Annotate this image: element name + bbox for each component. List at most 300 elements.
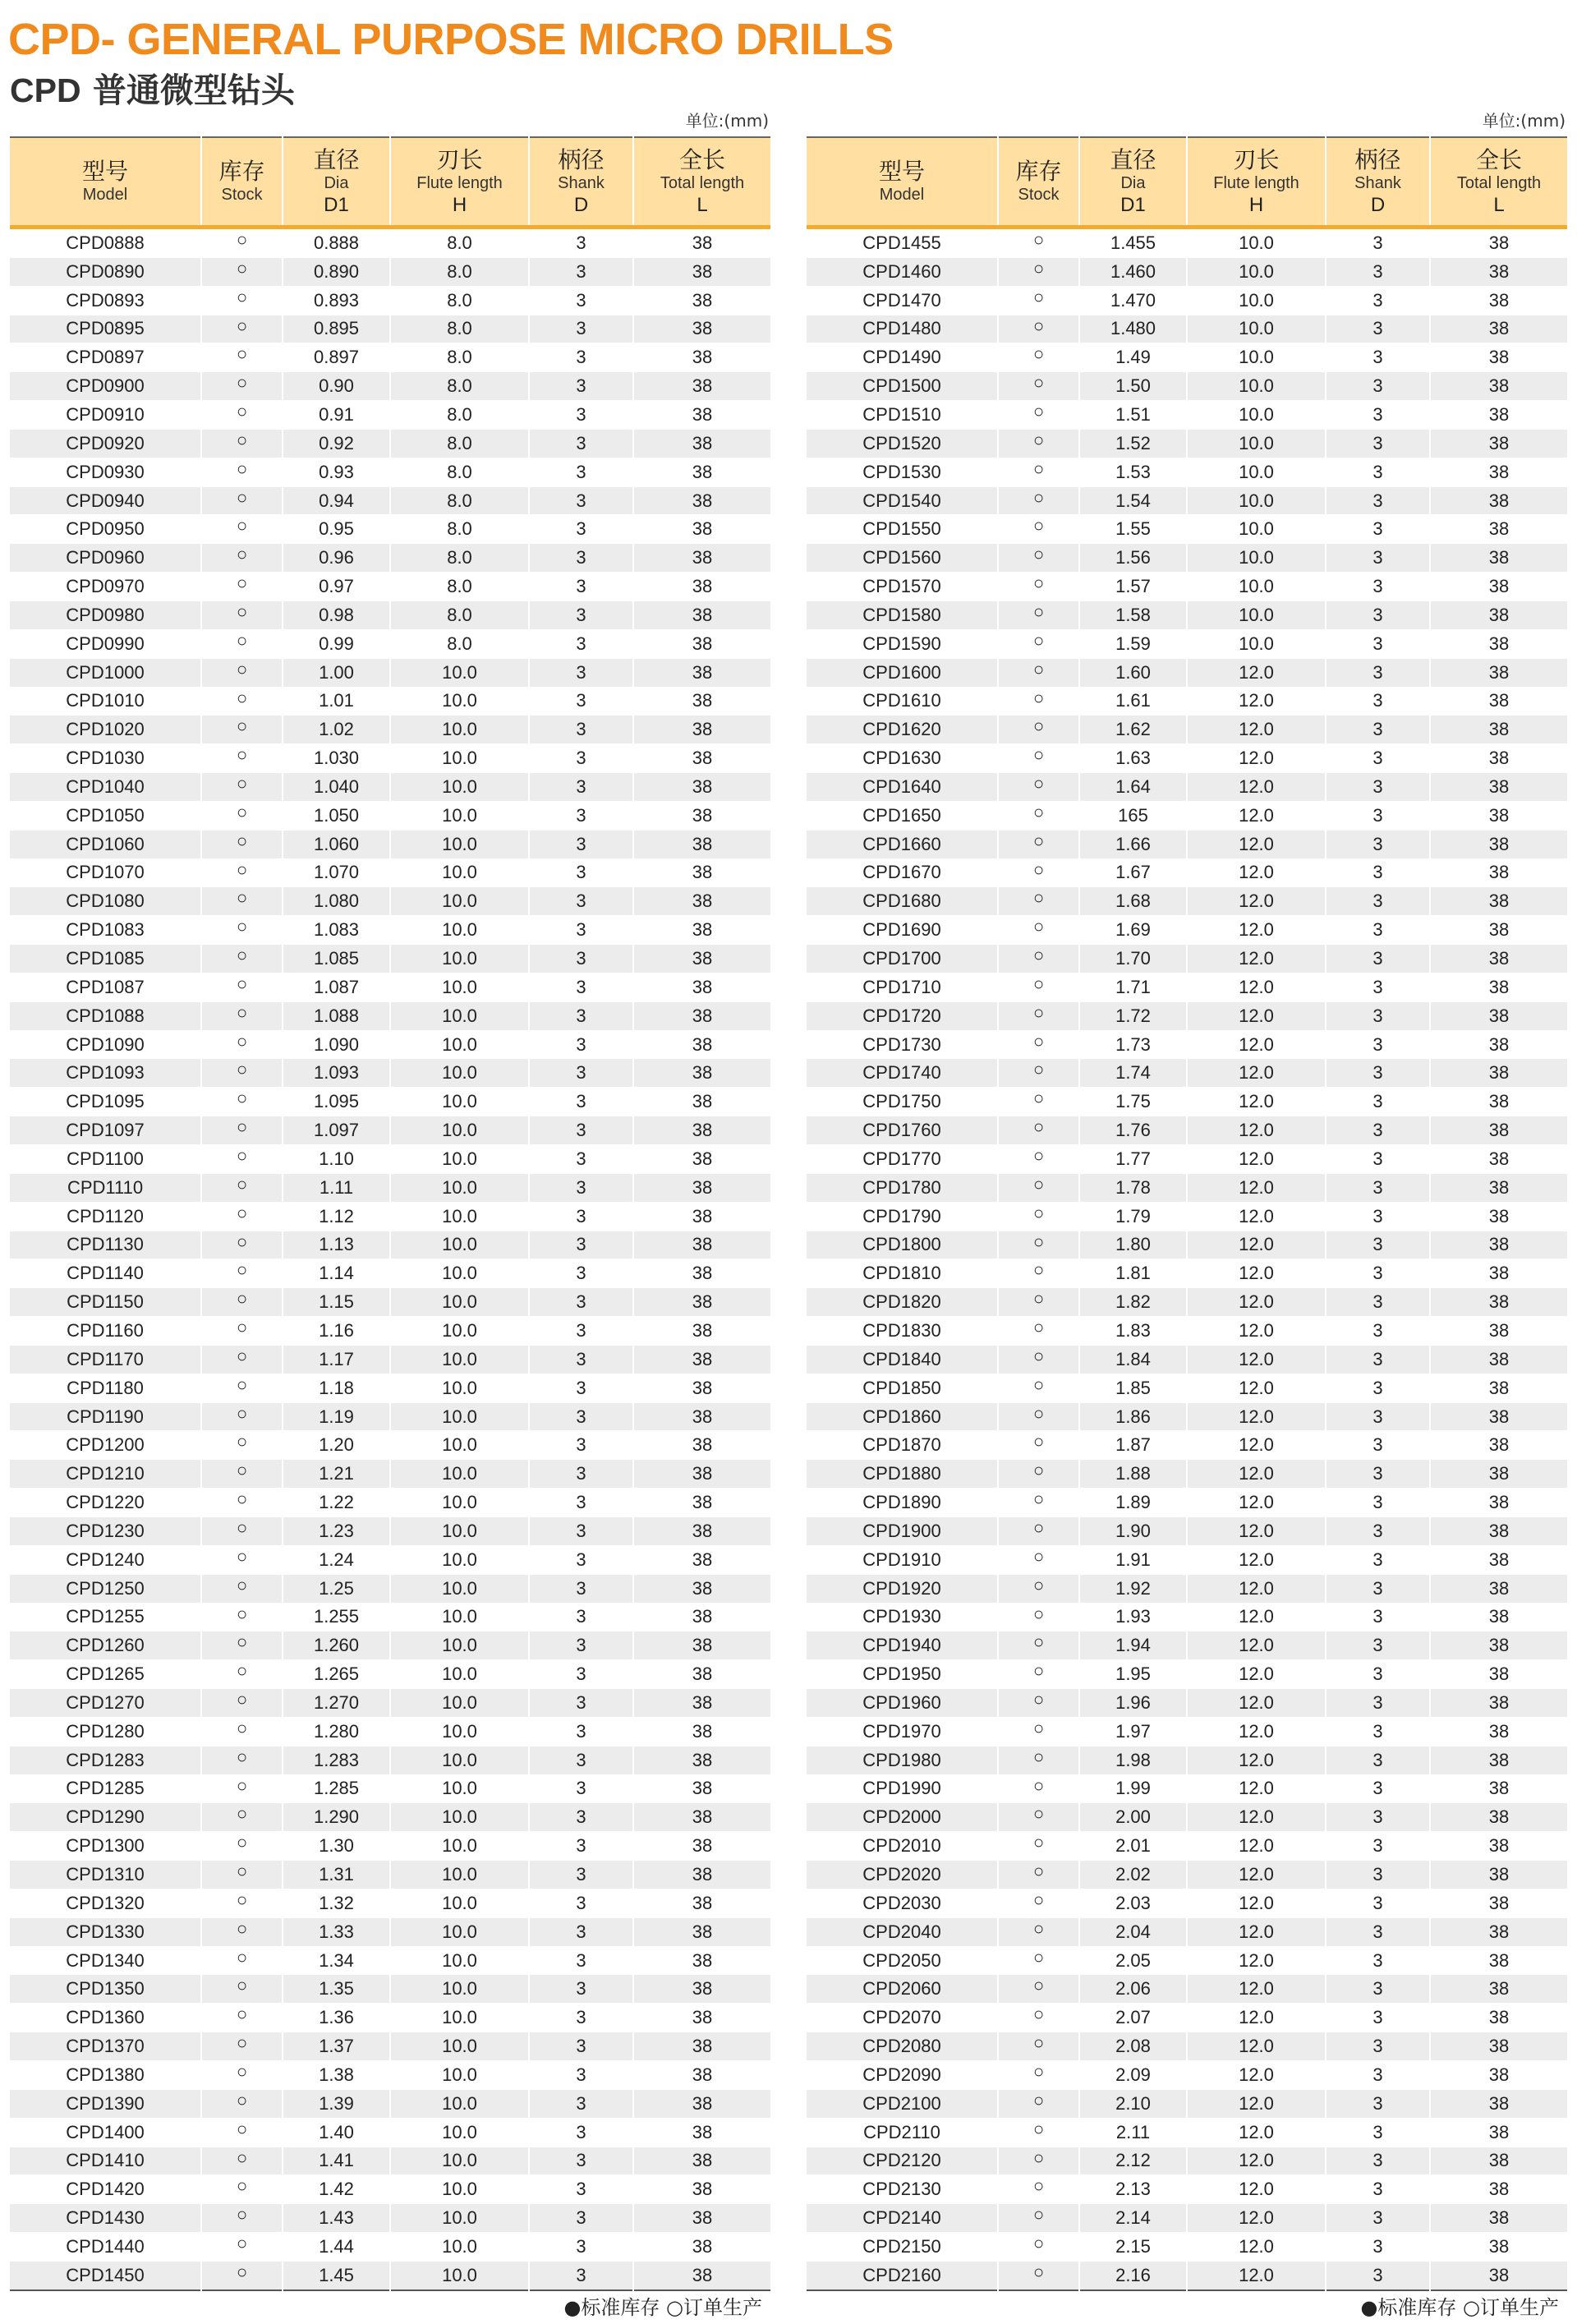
table-row	[807, 1917, 1567, 1946]
cell-total-length: 38	[1430, 1631, 1567, 1660]
cell-dia: 1.85	[1079, 1374, 1187, 1402]
cell-model: CPD1255	[10, 1603, 201, 1631]
stock-circle-icon: ○	[201, 1774, 283, 1803]
cell-shank: 3	[529, 573, 633, 601]
cell-model: CPD1950	[807, 1660, 998, 1689]
cell-shank: 3	[1326, 773, 1430, 802]
cell-shank: 3	[529, 315, 633, 343]
col-header-cn: 柄径	[1354, 145, 1401, 173]
cell-total-length: 38	[1430, 486, 1567, 515]
cell-dia: 1.30	[283, 1832, 390, 1861]
table-row	[807, 257, 1567, 286]
cell-total-length: 38	[1430, 1202, 1567, 1231]
cell-shank: 3	[529, 1173, 633, 1202]
cell-model: CPD1040	[10, 773, 201, 802]
cell-shank: 3	[529, 1516, 633, 1545]
cell-flute-length: 10.0	[390, 2147, 529, 2175]
cell-total-length: 38	[1430, 1030, 1567, 1059]
cell-total-length: 38	[633, 629, 770, 658]
col-header-cn: 全长	[1475, 145, 1522, 173]
cell-flute-length: 10.0	[390, 1917, 529, 1946]
cell-dia: 0.94	[283, 486, 390, 515]
cell-shank: 3	[529, 486, 633, 515]
cell-total-length: 38	[1430, 1660, 1567, 1689]
cell-flute-length: 12.0	[1187, 1059, 1326, 1088]
cell-flute-length: 8.0	[390, 573, 529, 601]
stock-circle-icon: ○	[998, 1717, 1079, 1746]
table-row	[10, 573, 770, 601]
table-row	[10, 515, 770, 544]
table-row	[807, 458, 1567, 486]
cell-shank: 3	[529, 773, 633, 802]
cell-model: CPD1240	[10, 1545, 201, 1574]
cell-flute-length: 10.0	[390, 1001, 529, 1030]
cell-model: CPD2050	[807, 1946, 998, 1975]
cell-model: CPD1580	[807, 601, 998, 629]
stock-circle-icon: ○	[998, 1345, 1079, 1374]
table-row	[10, 1374, 770, 1402]
cell-flute-length: 12.0	[1187, 1689, 1326, 1718]
spec-panel-left	[10, 105, 770, 2324]
stock-circle-icon: ○	[201, 2089, 283, 2118]
cell-flute-length: 10.0	[390, 2204, 529, 2233]
cell-shank: 3	[529, 2032, 633, 2061]
stock-circle-icon: ○	[201, 858, 283, 887]
cell-model: CPD1800	[807, 1231, 998, 1259]
cell-flute-length: 12.0	[1187, 973, 1326, 1001]
cell-flute-length: 10.0	[390, 2261, 529, 2289]
cell-model: CPD1940	[807, 1631, 998, 1660]
cell-flute-length: 12.0	[1187, 1861, 1326, 1889]
table-row	[807, 887, 1567, 916]
cell-total-length: 38	[633, 1489, 770, 1517]
table-row	[807, 2089, 1567, 2118]
cell-total-length: 38	[633, 257, 770, 286]
cell-total-length: 38	[633, 1374, 770, 1402]
cell-total-length: 38	[1430, 515, 1567, 544]
stock-circle-icon: ○	[201, 744, 283, 773]
cell-flute-length: 12.0	[1187, 687, 1326, 716]
table-row	[807, 1574, 1567, 1603]
cell-dia: 1.280	[283, 1717, 390, 1746]
cell-total-length: 38	[1430, 429, 1567, 458]
col-header-cn: 刃长	[436, 145, 483, 173]
table-row	[10, 1975, 770, 2004]
cell-shank: 3	[1326, 1975, 1430, 2004]
cell-shank: 3	[1326, 315, 1430, 343]
cell-dia: 1.63	[1079, 744, 1187, 773]
cell-dia: 1.45	[283, 2261, 390, 2289]
cell-total-length: 38	[633, 1689, 770, 1718]
cell-model: CPD1680	[807, 887, 998, 916]
cell-dia: 1.78	[1079, 1173, 1187, 1202]
stock-circle-icon: ○	[201, 2004, 283, 2032]
cell-flute-length: 12.0	[1187, 1746, 1326, 1774]
cell-shank: 3	[1326, 2233, 1430, 2262]
table-row	[10, 343, 770, 372]
cell-total-length: 38	[1430, 1545, 1567, 1574]
cell-dia: 0.91	[283, 401, 390, 430]
table-header-row	[10, 137, 770, 228]
stock-circle-icon: ○	[998, 1001, 1079, 1030]
table-row	[807, 1116, 1567, 1145]
cell-shank: 3	[1326, 601, 1430, 629]
stock-circle-icon: ○	[998, 1317, 1079, 1346]
cell-total-length: 38	[1430, 1861, 1567, 1889]
stock-circle-icon: ○	[998, 1460, 1079, 1489]
cell-shank: 3	[1326, 1489, 1430, 1517]
cell-flute-length: 10.0	[390, 945, 529, 973]
cell-model: CPD1130	[10, 1231, 201, 1259]
cell-shank: 3	[529, 887, 633, 916]
cell-shank: 3	[1326, 2175, 1430, 2204]
cell-dia: 1.265	[283, 1660, 390, 1689]
cell-dia: 0.98	[283, 601, 390, 629]
cell-flute-length: 10.0	[390, 1460, 529, 1489]
table-row	[10, 1288, 770, 1317]
cell-model: CPD1640	[807, 773, 998, 802]
cell-model: CPD1760	[807, 1116, 998, 1145]
cell-model: CPD1740	[807, 1059, 998, 1088]
table-row	[807, 1975, 1567, 2004]
cell-shank: 3	[1326, 801, 1430, 830]
cell-total-length: 38	[633, 1516, 770, 1545]
stock-circle-icon: ○	[201, 973, 283, 1001]
col-header-en: Dia	[1120, 173, 1146, 192]
cell-dia: 1.72	[1079, 1001, 1187, 1030]
cell-total-length: 38	[633, 687, 770, 716]
cell-flute-length: 12.0	[1187, 858, 1326, 887]
cell-model: CPD1790	[807, 1202, 998, 1231]
cell-total-length: 38	[633, 2089, 770, 2118]
stock-circle-icon: ○	[201, 286, 283, 315]
cell-total-length: 38	[633, 315, 770, 343]
table-row	[10, 1631, 770, 1660]
cell-dia: 1.89	[1079, 1489, 1187, 1517]
table-row	[807, 1746, 1567, 1774]
table-row	[10, 1832, 770, 1861]
col-header-shank	[1326, 137, 1430, 228]
cell-shank: 3	[529, 744, 633, 773]
cell-total-length: 38	[633, 515, 770, 544]
table-row	[10, 1489, 770, 1517]
cell-total-length: 38	[633, 1717, 770, 1746]
cell-model: CPD1000	[10, 658, 201, 687]
cell-flute-length: 10.0	[390, 916, 529, 945]
cell-model: CPD1093	[10, 1059, 201, 1088]
table-row	[807, 515, 1567, 544]
cell-flute-length: 12.0	[1187, 830, 1326, 858]
cell-model: CPD0910	[10, 401, 201, 430]
cell-flute-length: 10.0	[1187, 544, 1326, 573]
cell-dia: 1.080	[283, 887, 390, 916]
spec-table	[10, 136, 770, 2291]
stock-circle-icon: ○	[998, 372, 1079, 401]
cell-flute-length: 10.0	[1187, 401, 1326, 430]
cell-dia: 1.51	[1079, 401, 1187, 430]
stock-circle-icon: ○	[201, 1145, 283, 1174]
stock-circle-icon: ○	[998, 1975, 1079, 2004]
stock-circle-icon: ○	[201, 1317, 283, 1346]
table-row	[807, 629, 1567, 658]
table-row	[10, 1574, 770, 1603]
cell-flute-length: 12.0	[1187, 2147, 1326, 2175]
table-header-row	[807, 137, 1567, 228]
cell-flute-length: 10.0	[390, 2004, 529, 2032]
cell-model: CPD1560	[807, 544, 998, 573]
table-row	[807, 973, 1567, 1001]
table-row	[807, 2261, 1567, 2289]
cell-total-length: 38	[1430, 228, 1567, 258]
cell-total-length: 38	[633, 1288, 770, 1317]
cell-dia: 1.285	[283, 1774, 390, 1803]
cell-dia: 1.92	[1079, 1574, 1187, 1603]
table-row	[807, 2204, 1567, 2233]
stock-circle-icon: ○	[998, 716, 1079, 744]
cell-dia: 1.87	[1079, 1431, 1187, 1460]
col-header-en: Dia	[324, 173, 349, 192]
cell-dia: 1.76	[1079, 1116, 1187, 1145]
col-header-symbol: D1	[1120, 193, 1146, 216]
cell-model: CPD1250	[10, 1574, 201, 1603]
stock-circle-icon: ○	[998, 1145, 1079, 1174]
cell-model: CPD1700	[807, 945, 998, 973]
cell-model: CPD1460	[807, 257, 998, 286]
table-row	[10, 2175, 770, 2204]
table-row	[807, 1460, 1567, 1489]
table-row	[807, 658, 1567, 687]
cell-shank: 3	[529, 1889, 633, 1917]
cell-shank: 3	[1326, 2061, 1430, 2090]
cell-total-length: 38	[1430, 286, 1567, 315]
table-row	[807, 1545, 1567, 1574]
cell-dia: 1.52	[1079, 429, 1187, 458]
cell-dia: 1.00	[283, 658, 390, 687]
cell-shank: 3	[1326, 1603, 1430, 1631]
cell-shank: 3	[1326, 1317, 1430, 1346]
stock-circle-icon: ○	[998, 2118, 1079, 2147]
cell-total-length: 38	[1430, 1689, 1567, 1718]
cell-total-length: 38	[1430, 629, 1567, 658]
cell-model: CPD2130	[807, 2175, 998, 2204]
table-row	[10, 1116, 770, 1145]
table-row	[10, 372, 770, 401]
col-header-en: Shank	[1354, 173, 1401, 192]
cell-flute-length: 10.0	[390, 1489, 529, 1517]
cell-dia: 1.34	[283, 1946, 390, 1975]
cell-total-length: 38	[633, 1917, 770, 1946]
stock-circle-icon: ○	[998, 1631, 1079, 1660]
table-row	[10, 1516, 770, 1545]
cell-dia: 0.897	[283, 343, 390, 372]
cell-dia: 1.66	[1079, 830, 1187, 858]
cell-shank: 3	[529, 716, 633, 744]
cell-flute-length: 12.0	[1187, 1631, 1326, 1660]
cell-shank: 3	[529, 1001, 633, 1030]
cell-model: CPD1220	[10, 1489, 201, 1517]
cell-dia: 1.093	[283, 1059, 390, 1088]
cell-shank: 3	[1326, 1059, 1430, 1088]
cell-model: CPD0888	[10, 228, 201, 258]
cell-dia: 2.14	[1079, 2204, 1187, 2233]
cell-shank: 3	[1326, 1832, 1430, 1861]
table-row	[10, 2118, 770, 2147]
cell-shank: 3	[529, 1631, 633, 1660]
cell-model: CPD1083	[10, 916, 201, 945]
stock-circle-icon: ○	[998, 1832, 1079, 1861]
cell-total-length: 38	[633, 343, 770, 372]
cell-dia: 1.41	[283, 2147, 390, 2175]
cell-shank: 3	[529, 1717, 633, 1746]
stock-circle-icon: ○	[998, 601, 1079, 629]
cell-total-length: 38	[633, 401, 770, 430]
cell-shank: 3	[1326, 1516, 1430, 1545]
stock-circle-icon: ○	[998, 801, 1079, 830]
stock-circle-icon: ○	[201, 458, 283, 486]
cell-dia: 1.18	[283, 1374, 390, 1402]
cell-model: CPD1280	[10, 1717, 201, 1746]
stock-circle-icon: ○	[998, 773, 1079, 802]
cell-model: CPD1070	[10, 858, 201, 887]
cell-shank: 3	[529, 1059, 633, 1088]
table-row	[807, 916, 1567, 945]
table-row	[807, 2118, 1567, 2147]
cell-flute-length: 10.0	[390, 658, 529, 687]
cell-flute-length: 10.0	[390, 1861, 529, 1889]
cell-flute-length: 10.0	[390, 1145, 529, 1174]
cell-model: CPD1920	[807, 1574, 998, 1603]
cell-total-length: 38	[633, 1173, 770, 1202]
cell-flute-length: 10.0	[1187, 429, 1326, 458]
cell-flute-length: 10.0	[1187, 573, 1326, 601]
cell-flute-length: 12.0	[1187, 1774, 1326, 1803]
cell-model: CPD2060	[807, 1975, 998, 2004]
cell-shank: 3	[529, 2004, 633, 2032]
cell-flute-length: 10.0	[390, 1059, 529, 1088]
cell-model: CPD1960	[807, 1689, 998, 1718]
cell-total-length: 38	[1430, 2175, 1567, 2204]
table-row	[10, 601, 770, 629]
cell-shank: 3	[1326, 1545, 1430, 1574]
table-row	[807, 1402, 1567, 1431]
cell-model: CPD1600	[807, 658, 998, 687]
cell-dia: 1.88	[1079, 1460, 1187, 1489]
table-row	[807, 2175, 1567, 2204]
table-row	[807, 315, 1567, 343]
cell-shank: 3	[1326, 1631, 1430, 1660]
stock-circle-icon: ○	[201, 1088, 283, 1116]
cell-model: CPD0900	[10, 372, 201, 401]
cell-total-length: 38	[633, 2004, 770, 2032]
stock-legend	[10, 2291, 770, 2324]
table-row	[10, 716, 770, 744]
cell-model: CPD0950	[10, 515, 201, 544]
cell-total-length: 38	[633, 973, 770, 1001]
cell-shank: 3	[1326, 1460, 1430, 1489]
cell-flute-length: 10.0	[1187, 343, 1326, 372]
spec-table-body	[10, 228, 770, 2290]
cell-dia: 1.24	[283, 1545, 390, 1574]
legend-standard-label: 标准库存	[581, 2295, 660, 2319]
cell-model: CPD0960	[10, 544, 201, 573]
table-row	[10, 1173, 770, 1202]
cell-dia: 1.56	[1079, 544, 1187, 573]
cell-total-length: 38	[1430, 830, 1567, 858]
cell-total-length: 38	[633, 286, 770, 315]
cell-flute-length: 12.0	[1187, 1574, 1326, 1603]
stock-circle-icon: ○	[998, 1088, 1079, 1116]
cell-model: CPD1370	[10, 2032, 201, 2061]
cell-model: CPD1660	[807, 830, 998, 858]
cell-flute-length: 10.0	[1187, 286, 1326, 315]
cell-shank: 3	[1326, 858, 1430, 887]
cell-dia: 1.480	[1079, 315, 1187, 343]
cell-shank: 3	[529, 1288, 633, 1317]
cell-shank: 3	[529, 1660, 633, 1689]
cell-model: CPD1150	[10, 1288, 201, 1317]
cell-model: CPD2020	[807, 1861, 998, 1889]
cell-flute-length: 10.0	[390, 801, 529, 830]
cell-flute-length: 8.0	[390, 372, 529, 401]
cell-total-length: 38	[1430, 716, 1567, 744]
cell-flute-length: 10.0	[390, 1288, 529, 1317]
stock-circle-icon: ○	[998, 1202, 1079, 1231]
cell-model: CPD1510	[807, 401, 998, 430]
cell-flute-length: 12.0	[1187, 1946, 1326, 1975]
open-circle-icon: ○	[1463, 2295, 1480, 2319]
cell-total-length: 38	[1430, 1574, 1567, 1603]
cell-dia: 2.04	[1079, 1917, 1187, 1946]
stock-circle-icon: ○	[998, 1173, 1079, 1202]
cell-shank: 3	[1326, 2261, 1430, 2289]
cell-dia: 1.16	[283, 1317, 390, 1346]
table-row	[807, 1603, 1567, 1631]
cell-total-length: 38	[633, 372, 770, 401]
table-row	[10, 1088, 770, 1116]
cell-flute-length: 10.0	[390, 716, 529, 744]
stock-circle-icon: ○	[998, 343, 1079, 372]
cell-total-length: 38	[633, 716, 770, 744]
cell-dia: 0.888	[283, 228, 390, 258]
cell-dia: 165	[1079, 801, 1187, 830]
cell-flute-length: 10.0	[390, 1202, 529, 1231]
table-row	[10, 2261, 770, 2289]
stock-circle-icon: ○	[998, 1603, 1079, 1631]
cell-flute-length: 12.0	[1187, 2261, 1326, 2289]
cell-model: CPD0897	[10, 343, 201, 372]
cell-dia: 1.94	[1079, 1631, 1187, 1660]
col-header-stock	[201, 137, 283, 228]
table-row	[10, 1431, 770, 1460]
stock-circle-icon: ○	[201, 658, 283, 687]
cell-shank: 3	[1326, 458, 1430, 486]
cell-flute-length: 12.0	[1187, 1231, 1326, 1259]
cell-model: CPD1380	[10, 2061, 201, 2090]
cell-model: CPD1690	[807, 916, 998, 945]
cell-flute-length: 8.0	[390, 601, 529, 629]
cell-shank: 3	[1326, 372, 1430, 401]
cell-dia: 2.07	[1079, 2004, 1187, 2032]
cell-dia: 1.460	[1079, 257, 1187, 286]
cell-model: CPD1095	[10, 1088, 201, 1116]
cell-dia: 0.90	[283, 372, 390, 401]
table-row	[10, 858, 770, 887]
cell-total-length: 38	[633, 1345, 770, 1374]
col-header-symbol: D	[573, 193, 589, 216]
cell-flute-length: 12.0	[1187, 1660, 1326, 1689]
cell-model: CPD1410	[10, 2147, 201, 2175]
col-header-en: Total length	[1456, 173, 1542, 192]
